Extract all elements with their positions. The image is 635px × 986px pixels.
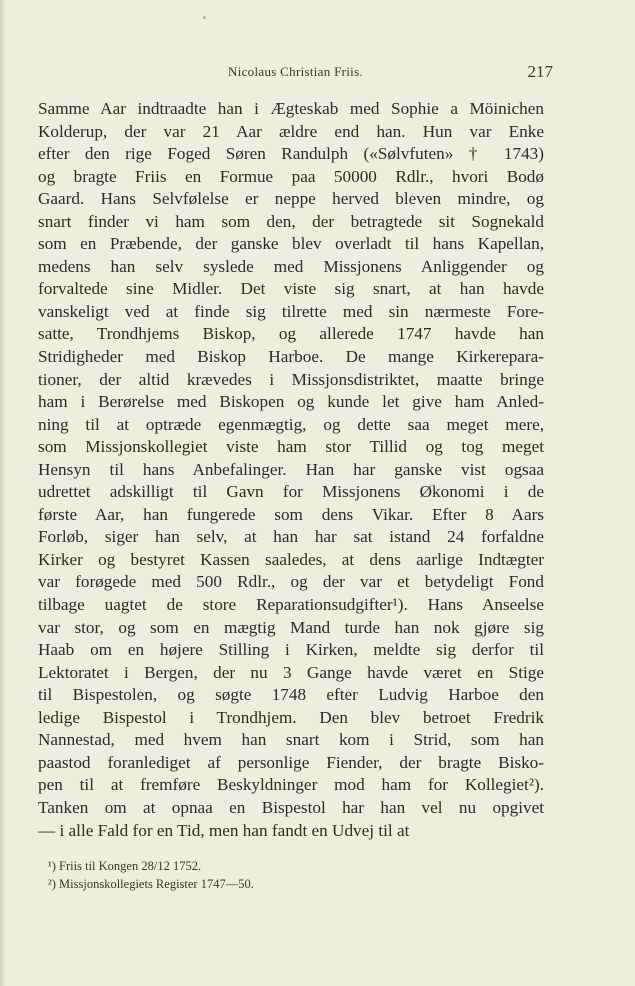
text-line: Samme Aar indtraadte han i Ægteskab med Sophie a Möinichen <box>38 99 544 118</box>
page-number: 217 <box>527 62 553 81</box>
footnote-marker: ¹) <box>48 859 56 873</box>
text-line: satte, Trondhjems Biskop, og allerede 1747 havde han <box>38 324 544 344</box>
text-line: Hensyn til hans Anbefalinger. Han har ganske vist ogsaa <box>38 459 544 479</box>
text-line: efter den rige Foged Søren Randulph («Sølvfuten» † 1743) <box>38 144 544 164</box>
text-line: Gaard. Hans Selvfølelse er neppe herved bleven mindre, og <box>38 189 544 209</box>
footnote-text: Friis til Kongen 28/12 1752. <box>59 859 202 873</box>
text-line: og bragte Friis en Formue paa 50000 Rdlr., hvori Bodø <box>38 166 544 186</box>
text-line: — i alle Fald for en Tid, men han fandt en Udvej til at <box>38 820 410 840</box>
text-line: ning til at optræde egenmægtig, og dette saa meget mere, <box>38 414 544 434</box>
text-line: pen til at fremføre Beskyldninger mod ham for Kollegiet²). <box>38 775 544 795</box>
text-line: vanskeligt ved at finde sig tilrette med sin nærmeste Fore- <box>38 301 544 321</box>
text-line: udrettet adskilligt til Gavn for Missjonens Økonomi i de <box>38 482 544 502</box>
text-line: var stor, og som en mægtig Mand turde han nok gjøre sig <box>38 617 544 637</box>
page-edge <box>0 0 5 986</box>
text-line: ham i Berørelse med Biskopen og kunde let give ham Anled- <box>38 392 544 412</box>
text-line: første Aar, han fungerede som dens Vikar. Efter 8 Aars <box>38 504 544 524</box>
text-line: som en Præbende, der ganske blev overladt til hans Kapellan, <box>38 234 544 254</box>
text-line: tioner, der altid krævedes i Missjonsdistriktet, maatte bringe <box>38 369 544 389</box>
text-line: Forløb, siger han selv, at han har sat istand 24 forfaldne <box>38 527 544 547</box>
text-line: Lektoratet i Bergen, der nu 3 Gange havde været en Stige <box>38 662 544 682</box>
text-line: tilbage uagtet de store Reparationsudgifter¹). Hans Anseelse <box>38 595 544 615</box>
footnote-text: Missjonskollegiets Register 1747—50. <box>59 877 254 891</box>
footnote <box>48 857 528 875</box>
running-header <box>38 62 553 84</box>
text-line: ledige Bispestol i Trondhjem. Den blev betroet Fredrik <box>38 707 544 727</box>
text-line: medens han selv syslede med Missjonens Anliggender og <box>38 256 544 276</box>
text-line: Stridigheder med Biskop Harboe. De mange Kirkerepara- <box>38 347 544 367</box>
text-line: forvaltede sine Midler. Det viste sig snart, at han havde <box>38 279 544 299</box>
paper-speck <box>203 16 206 19</box>
text-line: til Bispestolen, og søgte 1748 efter Ludvig Harboe den <box>38 685 544 705</box>
text-line: Kolderup, der var 21 Aar ældre end han. Hun var Enke <box>38 121 544 141</box>
text-line: var forøgede med 500 Rdlr., og der var et betydeligt Fond <box>38 572 544 592</box>
text-line: Tanken om at opnaa en Bispestol har han vel nu opgivet <box>38 797 544 817</box>
footnotes <box>48 857 528 893</box>
text-line: paastod foranlediget af personlige Fiender, der bragte Bisko- <box>38 752 544 772</box>
text-line: Haab om en højere Stilling i Kirken, meldte sig derfor til <box>38 640 544 660</box>
text-line: Nannestad, med hvem han snart kom i Strid, som han <box>38 730 544 750</box>
body-text <box>38 98 544 842</box>
footnote-marker: ²) <box>48 877 56 891</box>
text-line: som Missjonskollegiet viste ham stor Tillid og tog meget <box>38 437 544 457</box>
text-line: snart finder vi ham som den, der betragtede sit Sognekald <box>38 211 544 231</box>
footnote <box>48 875 528 893</box>
running-title: Nicolaus Christian Friis. <box>228 64 363 79</box>
text-line: Kirker og bestyret Kassen saaledes, at dens aarlige Indtægter <box>38 549 544 569</box>
